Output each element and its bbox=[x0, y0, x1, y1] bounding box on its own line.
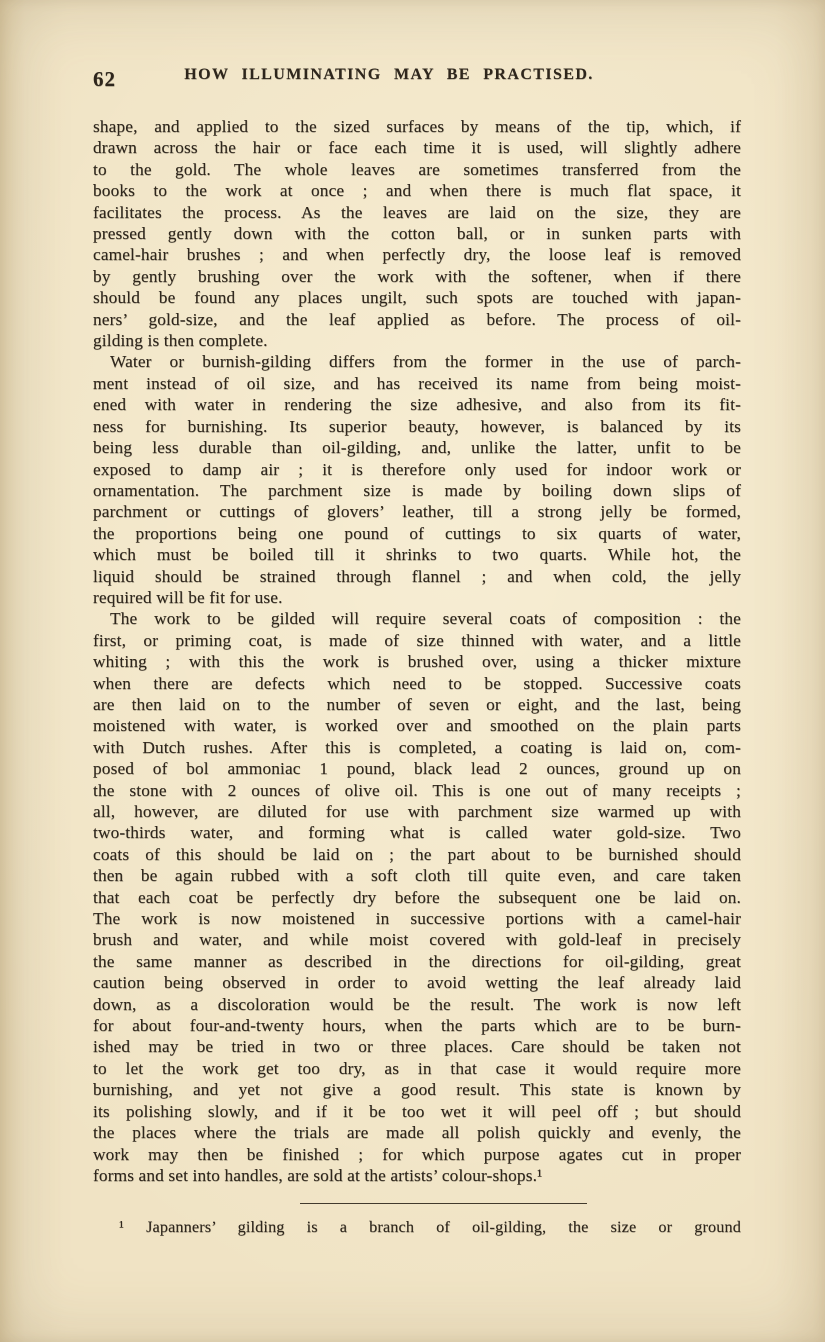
text-line: should be found any places ungilt, such spots are touched with japan- bbox=[93, 288, 741, 308]
text-line: being less durable than oil-gilding, and, unlike the latter, unfit to be bbox=[93, 438, 741, 458]
text-line: to let the work get too dry, as in that case it would require more bbox=[93, 1058, 741, 1078]
text-line: burnishing, and yet not give a good result. This state is known by bbox=[93, 1080, 741, 1100]
text-line: ¹ Japanners’ gilding is a branch of oil-gilding, the size or ground bbox=[119, 1218, 741, 1236]
body-text bbox=[93, 116, 741, 1186]
text-line: gilding is then complete. bbox=[93, 331, 268, 351]
text-line: the stone with 2 ounces of olive oil. This is one out of many receipts ; bbox=[93, 780, 741, 800]
text-line: coats of this should be laid on ; the part about to be burnished should bbox=[93, 844, 741, 864]
text-line: whiting ; with this the work is brushed over, using a thicker mixture bbox=[93, 652, 741, 672]
text-line: all, however, are diluted for use with parchment size warmed up with bbox=[93, 802, 741, 821]
text-line: then be again rubbed with a soft cloth till quite even, and care taken bbox=[93, 866, 741, 886]
page-header bbox=[93, 66, 741, 96]
text-line: ened with water in rendering the size adhesive, and also from its fit- bbox=[93, 395, 741, 415]
text-line: work may then be finished ; for which purpose agates cut in proper bbox=[93, 1144, 741, 1164]
text-line: first, or priming coat, is made of size thinned with water, and a little bbox=[93, 630, 741, 650]
text-line: forms and set into handles, are sold at the artists’ colour-shops.¹ bbox=[93, 1165, 543, 1185]
text-line: liquid should be strained through flannel ; and when cold, the jelly bbox=[93, 566, 741, 586]
text-line: ment instead of oil size, and has received its name from being moist- bbox=[93, 373, 741, 393]
text-line: exposed to damp air ; it is therefore only used for indoor work or bbox=[93, 459, 741, 479]
text-line: parchment or cuttings of glovers’ leather, till a strong jelly be formed, bbox=[93, 502, 741, 522]
text-line: moistened with water, is worked over and smoothed on the plain parts bbox=[93, 716, 741, 736]
text-line: the places where the trials are made all polish quickly and evenly, the bbox=[93, 1123, 741, 1143]
text-line: with Dutch rushes. After this is completed, a coating is laid on, com- bbox=[93, 737, 741, 757]
text-line: down, as a discoloration would be the result. The work is now left bbox=[93, 994, 741, 1014]
text-line: when there are defects which need to be stopped. Successive coats bbox=[93, 673, 741, 693]
text-line: its polishing slowly, and if it be too wet it will peel off ; but should bbox=[93, 1101, 741, 1121]
text-line: ness for burnishing. Its superior beauty, however, is balanced by its bbox=[93, 416, 741, 436]
footnote-separator-rule bbox=[300, 1203, 587, 1204]
text-line: brush and water, and while moist covered with gold-leaf in precisely bbox=[93, 930, 741, 950]
text-line: The work is now moistened in successive portions with a camel-hair bbox=[93, 909, 741, 929]
footnote bbox=[93, 1217, 741, 1238]
text-line: camel-hair brushes ; and when perfectly dry, the loose leaf is removed bbox=[93, 245, 741, 265]
text-line: required will be fit for use. bbox=[93, 587, 283, 607]
text-line: ners’ gold-size, and the leaf applied as before. The process of oil- bbox=[93, 309, 741, 329]
text-line: the proportions being one pound of cuttings to six quarts of water, bbox=[93, 523, 741, 543]
text-line: two-thirds water, and forming what is called water gold-size. Two bbox=[93, 823, 741, 843]
text-line: pressed gently down with the cotton ball, or in sunken parts with bbox=[93, 224, 741, 244]
text-line: ished may be tried in two or three places. Care should be taken not bbox=[93, 1037, 741, 1057]
text-line: for about four-and-twenty hours, when the parts which are to be burn- bbox=[93, 1016, 741, 1036]
text-line: ornamentation. The parchment size is made by boiling down slips of bbox=[93, 480, 741, 500]
text-line: posed of bol ammoniac 1 pound, black lead 2 ounces, ground up on bbox=[93, 759, 741, 779]
text-line: The work to be gilded will require several coats of composition : the bbox=[110, 609, 741, 629]
text-line: books to the work at once ; and when there is much flat space, it bbox=[93, 181, 741, 201]
text-line: drawn across the hair or face each time it is used, will slightly adhere bbox=[93, 138, 741, 158]
text-line: caution being observed in order to avoid wetting the leaf already laid bbox=[93, 973, 741, 993]
text-line: to the gold. The whole leaves are sometimes transferred from the bbox=[93, 159, 741, 179]
running-head: HOW ILLUMINATING MAY BE PRACTISED. bbox=[184, 66, 594, 83]
text-line: by gently brushing over the work with the softener, when if there bbox=[93, 266, 741, 286]
text-line: shape, and applied to the sized surfaces by means of the tip, which, if bbox=[93, 117, 741, 136]
text-line: the same manner as described in the directions for oil-gilding, great bbox=[93, 951, 741, 971]
text-line: which must be boiled till it shrinks to two quarts. While hot, the bbox=[93, 545, 741, 565]
text-line: Water or burnish-gilding differs from the former in the use of parch- bbox=[110, 352, 741, 372]
text-line: are then laid on to the number of seven or eight, and the last, being bbox=[93, 694, 741, 714]
text-line: facilitates the process. As the leaves are laid on the size, they are bbox=[93, 202, 741, 222]
page-number: 62 bbox=[93, 67, 116, 91]
text-line: that each coat be perfectly dry before the subsequent one be laid on. bbox=[93, 887, 741, 907]
